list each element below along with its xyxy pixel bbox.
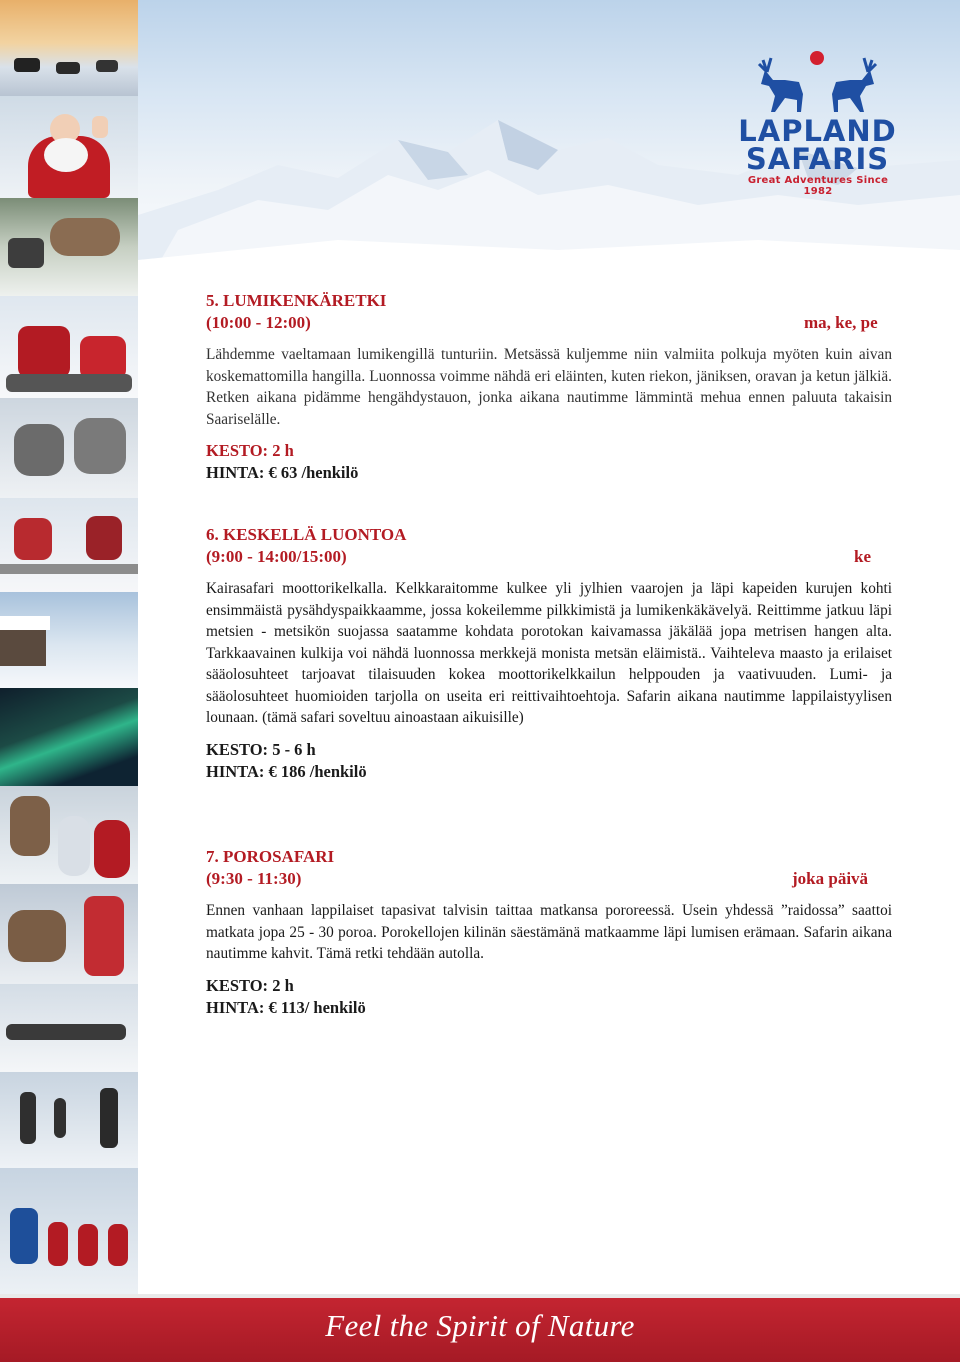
tour-price xyxy=(206,997,892,1019)
tour-description: Kairasafari moottorikelkalla. Kelkkaraitomme kulkee yli jylhien vaarojen ja läpi kapeiden kurujen kohti ensimmäistä pysähdyspaikkaamme, jossa kokeilemme pilkkimistä ja lumikenkäkävelyä. Reittimme jatkuu läpi metsien - metsikön suojassa saatamme kohdata porotokan kaivamassa jäkälää jopa metrisen hangen alta. Tarkkaavainen kulkija voi nähdä luonnossa merkkejä monista metsän eläimistä.. Vaihteleva maasto ja erilaiset sääolosuhteet tarjoavat tilaisuuden kokea moottorikelkkailun helppouden ja vaativuuden. Lumi- ja sääolosuhteet huomioiden tarjolla on useita eri reittivaihtoehtoja. Safarin aikana nautimme lappilaistyylisen lounaan. (tämä safari soveltuu ainoastaan aikuisille) xyxy=(206,580,892,726)
duration-value: 5 - 6 h xyxy=(272,739,316,759)
logo-tagline: Great Adventures Since 1982 xyxy=(747,175,889,197)
price-label: HINTA: xyxy=(206,997,265,1017)
tour-title: 6. KESKELLÄ LUONTOA xyxy=(206,525,407,544)
sami-herder-photo xyxy=(0,884,138,984)
tour-time: (9:00 - 14:00/15:00) xyxy=(206,547,347,566)
skiers-photo xyxy=(0,1072,138,1168)
snowy-cabin-photo xyxy=(0,592,138,688)
tour-days: ke xyxy=(854,547,871,566)
price-value: € 186 /henkilö xyxy=(268,761,367,781)
tour-schedule xyxy=(206,546,892,570)
lapland-safaris-logo xyxy=(730,50,905,197)
tour-section-5 xyxy=(206,290,892,484)
duration-value: 2 h xyxy=(272,441,294,460)
logo-text-lapland: LAPLAND xyxy=(738,114,897,148)
duration-label: KESTO: xyxy=(206,739,269,759)
price-label: HINTA: xyxy=(206,463,265,482)
tour-description: Ennen vanhaan lappilaiset tapasivat talvisin taittaa matkansa pororeessä. Usein yhdessä ”raidossa” saattoi matkata jopa 25 - 30 poroa. Porokellojen kilinän säestämänä matkaamme läpi lumisen erämaan. Safarin aikana nautimme kahvit. Tämä retki tehdään autolla. xyxy=(206,902,892,962)
northern-lights-photo xyxy=(0,688,138,786)
photo-strip xyxy=(0,0,138,1300)
reindeer-children-photo xyxy=(0,786,138,884)
snowmobile-photo xyxy=(0,0,138,96)
reindeer-logo-icon xyxy=(755,50,880,116)
tour-title: 5. LUMIKENKÄRETKI xyxy=(206,291,387,310)
reindeer-sleigh-photo xyxy=(0,198,138,296)
tour-price xyxy=(206,462,892,484)
duration-label: KESTO: xyxy=(206,975,269,995)
tour-section-7 xyxy=(206,846,892,1019)
tour-duration xyxy=(206,739,892,761)
tour-description: Lähdemme vaeltamaan lumikengillä tunturiin. Metsässä kuljemme niin valmiita polkuja myöten kuin aivan koskemattomilla hangilla. Luonnossa voimme nähdä eri eläinten, kuten riekon, jäniksen, oravan ja ketun jälkiä. Retken aikana pidämme hengähdystauon, jonka aikana nautimme lämmintä mehua ennen paluuta takaisin Saariselälle. xyxy=(206,346,892,428)
santa-claus-photo xyxy=(0,96,138,198)
tour-duration xyxy=(206,975,892,997)
footer-slogan: Feel the Spirit of Nature xyxy=(325,1308,635,1343)
price-value: € 63 /henkilö xyxy=(268,463,359,482)
duration-value: 2 h xyxy=(272,975,294,995)
tour-duration xyxy=(206,440,892,462)
ice-fishing-photo xyxy=(0,498,138,592)
snowshoe-group-photo xyxy=(0,1168,138,1300)
tour-time: (9:30 - 11:30) xyxy=(206,869,302,888)
duration-label: KESTO: xyxy=(206,441,269,460)
logo-text-safaris: SAFARIS xyxy=(745,142,890,176)
tour-price xyxy=(206,761,892,783)
tour-schedule xyxy=(206,312,892,336)
price-value: € 113/ henkilö xyxy=(268,997,366,1017)
tour-days: ma, ke, pe xyxy=(804,313,878,332)
tour-title: 7. POROSAFARI xyxy=(206,847,335,866)
dog-sled-photo xyxy=(0,984,138,1072)
snowmobile-riders-photo xyxy=(0,296,138,398)
footer-banner xyxy=(0,1294,960,1362)
tour-section-6 xyxy=(206,524,892,783)
tour-time: (10:00 - 12:00) xyxy=(206,313,311,332)
husky-dogs-photo xyxy=(0,398,138,498)
tour-schedule xyxy=(206,868,892,892)
tour-days: joka päivä xyxy=(792,869,869,888)
price-label: HINTA: xyxy=(206,761,265,781)
